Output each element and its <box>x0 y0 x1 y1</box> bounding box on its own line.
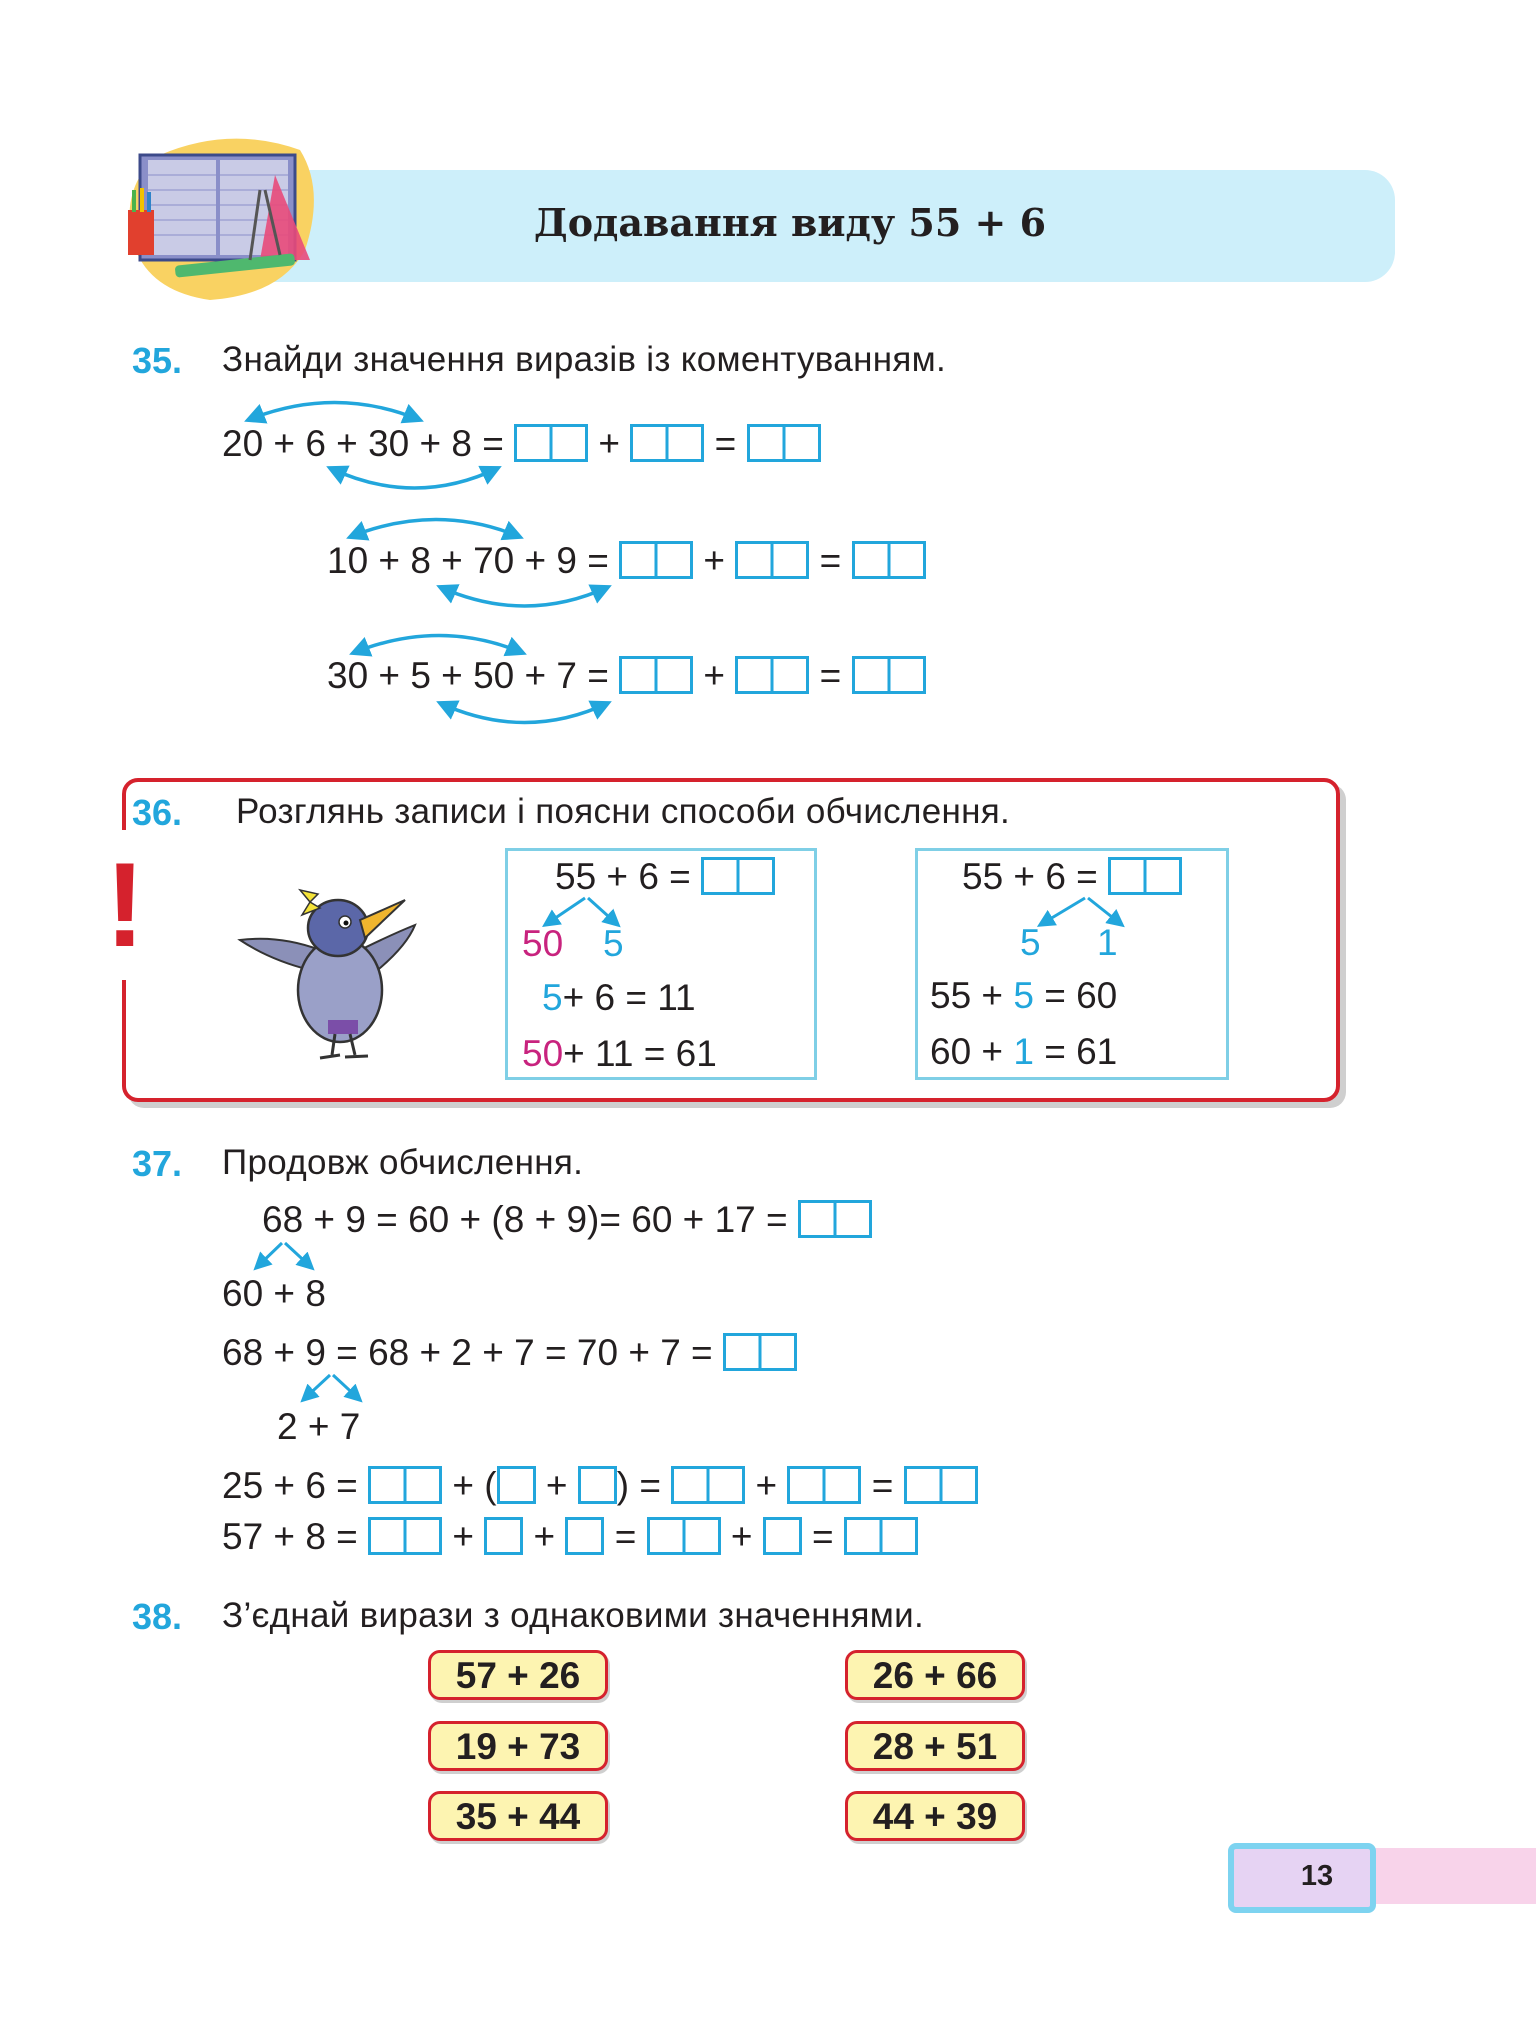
step-text: + 6 = 11 <box>562 977 696 1018</box>
task-35-line-1: 20 + 6 + 30 + 8 = + = <box>222 423 821 465</box>
term: 6 <box>305 423 326 464</box>
task-37-line-3: 25 + 6 = + ( + ) = + = <box>222 1465 978 1507</box>
expression-pill-right-3[interactable]: 44 + 39 <box>845 1791 1025 1841</box>
task-36-number: 36. <box>132 792 183 833</box>
highlight: 5 <box>542 977 563 1018</box>
step-text: 60 + <box>930 1031 1004 1072</box>
expression-text: 68 + 9 = 60 + (8 + 9)= 60 + 17 = <box>262 1199 788 1240</box>
answer-box[interactable] <box>368 1517 442 1555</box>
task-37-split-1: 60 + 8 <box>222 1273 326 1314</box>
answer-box[interactable] <box>497 1466 536 1504</box>
answer-box[interactable] <box>565 1517 604 1555</box>
term: 8 <box>410 540 431 581</box>
highlight: 50 <box>522 1033 564 1074</box>
task-37-split-2: 2 + 7 <box>277 1406 361 1447</box>
term: 5 <box>410 655 431 696</box>
expression-pill-right-1[interactable]: 26 + 66 <box>845 1650 1025 1700</box>
task-35-number: 35. <box>132 340 183 381</box>
task-36-text: Розглянь записи і поясни способи обчислення. <box>236 792 1011 831</box>
exclamation-mark: ! <box>100 830 150 980</box>
right-part-1: 5 <box>1020 922 1041 963</box>
expression-pill-left-3[interactable]: 35 + 44 <box>428 1791 608 1841</box>
term: 50 <box>473 655 515 696</box>
expression-text: 68 + 9 = 68 + 2 + 7 = 70 + 7 = <box>222 1332 713 1373</box>
expression-text: 57 + 8 = <box>222 1516 358 1557</box>
step-text: = 61 <box>1044 1031 1118 1072</box>
step-text: 55 + <box>930 975 1004 1016</box>
task-38-number: 38. <box>132 1596 183 1637</box>
task-35-line-3: 30 + 5 + 50 + 7 = + = <box>327 655 926 697</box>
task-35-text: Знайди значення виразів із коментуванням. <box>222 340 946 379</box>
highlight: 1 <box>1013 1031 1034 1072</box>
answer-box[interactable] <box>904 1466 978 1504</box>
expression-pill-right-2[interactable]: 28 + 51 <box>845 1721 1025 1771</box>
answer-box[interactable] <box>844 1517 918 1555</box>
answer-box[interactable] <box>723 1333 797 1371</box>
left-part-1: 50 <box>522 923 564 964</box>
term: 10 <box>327 540 369 581</box>
term: 30 <box>368 423 410 464</box>
left-part-2: 5 <box>603 923 624 964</box>
task-37-text: Продовж обчислення. <box>222 1143 584 1182</box>
task-35-line-2: 10 + 8 + 70 + 9 = + = <box>327 540 926 582</box>
expression-text: 25 + 6 = <box>222 1465 358 1506</box>
term: 9 <box>556 540 577 581</box>
step-text: = 60 <box>1044 975 1118 1016</box>
step-text: + 11 = 61 <box>563 1033 717 1074</box>
right-part-2: 1 <box>1097 922 1118 963</box>
expression-text: 55 + 6 = <box>555 856 691 897</box>
header-title: Додавання виду 55 + 6 <box>533 200 1047 245</box>
task-37-line-2 <box>222 1332 797 1374</box>
term: 7 <box>556 655 577 696</box>
answer-box[interactable] <box>763 1517 802 1555</box>
expression-pill-left-2[interactable]: 19 + 73 <box>428 1721 608 1771</box>
term: 30 <box>327 655 369 696</box>
answer-box[interactable] <box>671 1466 745 1504</box>
highlight: 5 <box>1013 975 1034 1016</box>
answer-box[interactable] <box>368 1466 442 1504</box>
term: 70 <box>473 540 515 581</box>
term: 8 <box>451 423 472 464</box>
answer-box[interactable] <box>578 1466 617 1504</box>
task-37-number: 37. <box>132 1143 183 1184</box>
task-37-line-4: 57 + 8 = + + = + = <box>222 1516 918 1558</box>
answer-box[interactable] <box>647 1517 721 1555</box>
expression-text: 55 + 6 = <box>962 856 1098 897</box>
answer-box[interactable] <box>484 1517 523 1555</box>
term: 20 <box>222 423 264 464</box>
answer-box[interactable] <box>787 1466 861 1504</box>
task-38-text: З’єднай вирази з однаковими значеннями. <box>222 1596 925 1635</box>
page-number: 13 <box>1300 1860 1334 1892</box>
expression-pill-left-1[interactable]: 57 + 26 <box>428 1650 608 1700</box>
